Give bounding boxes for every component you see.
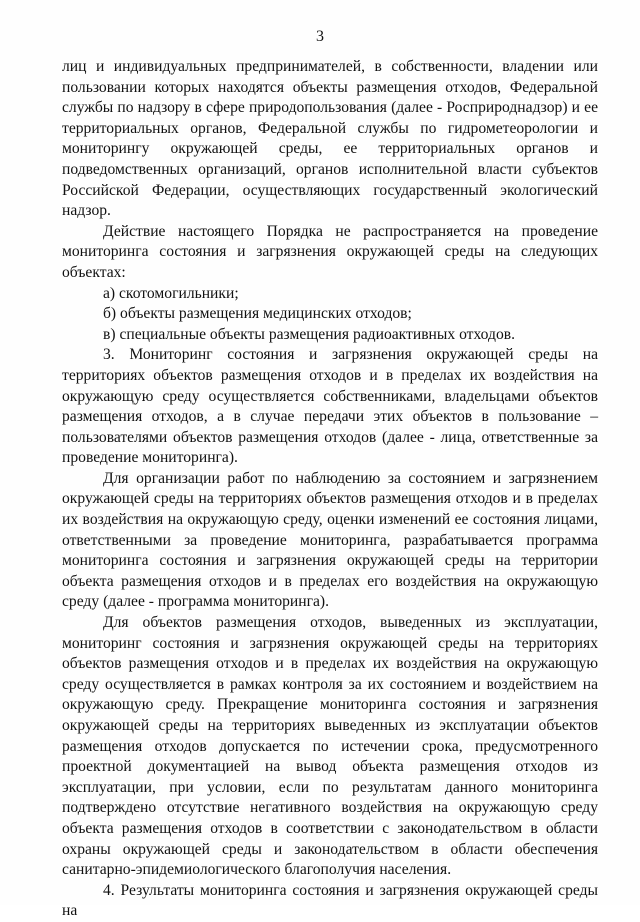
paragraph-scope-exclusion: Действие настоящего Порядка не распространяется на проведение мониторинга состояния и загрязнения окружающей среды на следующих объектах: <box>62 222 598 281</box>
paragraph-item-3: 3. Мониторинг состояния и загрязнения окружающей среды на территориях объектов размещения отходов и в пределах их воздействия на окружающую среду осуществляется собственниками, владельцами объектов размещения отходов, а в случае передачи этих объектов в пользование – пользователями объектов размещения отходов (далее - лица, ответственные за проведение мониторинга). <box>62 346 598 467</box>
paragraph-continuation: лиц и индивидуальных предпринимателей, в собственности, владении или пользовании которых находятся объекты размещения отходов, Федеральной службы по надзору в сфере природопользования (далее - Росприроднадзор) и ее территориальных органов, Федеральной службы по гидрометеорологии и мониторингу окружающей среды, ее территориальных органов и подведомственных организаций, органов исполнительной власти субъектов Российской Федерации, осуществляющих государственный экологический надзор. <box>62 58 598 220</box>
page-number: 3 <box>316 28 324 45</box>
paragraph-decommissioned-objects: Для объектов размещения отходов, выведенных из эксплуатации, мониторинг состояния и загрязнения окружающей среды на территориях объектов размещения отходов и в пределах их воздействия на окружающую среду осуществляется в рамках контроля за их состоянием и воздействием на окружающую среду. Прекращение мониторинга состояния и загрязнения окружающей среды на территориях выведенных из эксплуатации объектов размещения отходов допускается по истечении срока, предусмотренного проектной документацией на вывод объекта размещения отходов из эксплуатации, при условии, если по результатам данного мониторинга подтверждено отсутствие негативного воздействия на окружающую среду объекта размещения отходов в соответствии с законодательством в области охраны окружающей среды и законодательством в области обеспечения санитарно-эпидемиологического благополучия населения. <box>62 614 598 879</box>
list-item-a: а) скотомогильники; <box>103 284 239 302</box>
paragraph-monitoring-program: Для организации работ по наблюдению за состоянием и загрязнением окружающей среды на территориях объектов размещения отходов и в пределах их воздействия на окружающую среду, оценки изменений ее состояния лицами, ответственными за проведение мониторинга, разрабатывается программа мониторинга состояния и загрязнения окружающей среды на территории объекта размещения отходов и в пределах его воздействия на окружающую среду (далее - программа мониторинга). <box>62 469 598 611</box>
document-body <box>62 57 598 922</box>
list-item-c: в) специальные объекты размещения радиоактивных отходов. <box>103 325 516 343</box>
paragraph-item-4: 4. Результаты мониторинга состояния и загрязнения окружающей среды на <box>62 881 598 920</box>
list-item-b: б) объекты размещения медицинских отходов; <box>103 305 412 323</box>
